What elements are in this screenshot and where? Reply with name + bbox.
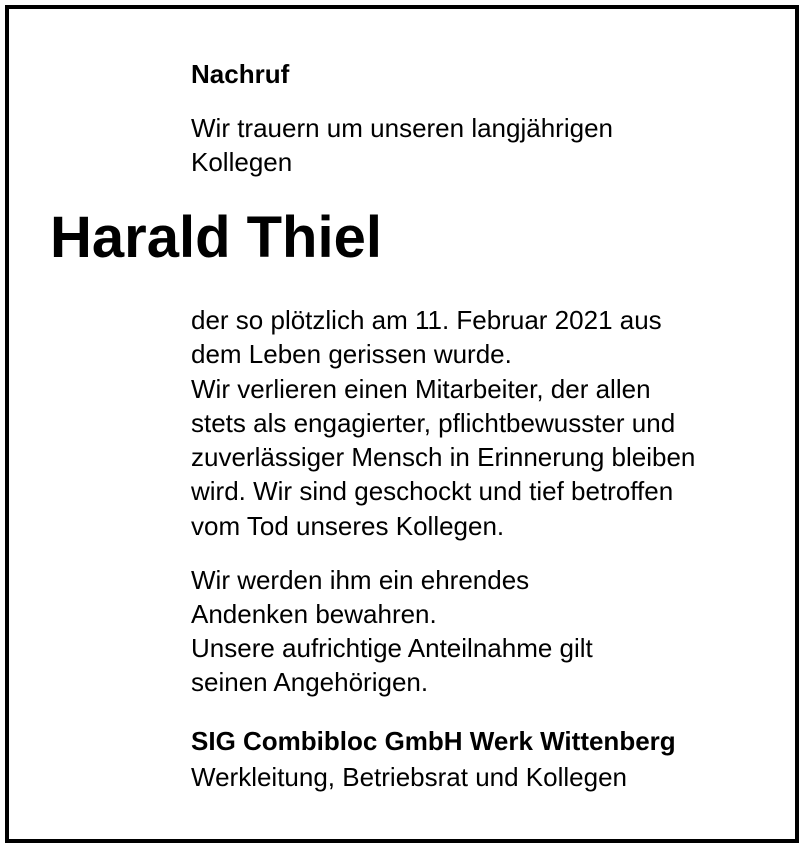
body-line: der so plötzlich am 11. Februar 2021 aus [191,305,662,335]
closing-line: Wir werden ihm ein ehrendes [191,565,530,595]
body-line: wird. Wir sind geschockt und tief betroffen [191,476,674,507]
signoff-text: Werkleitung, Betriebsrat und Kollegen [191,762,627,792]
body-line: zuverlässiger Mensch in Erinnerung bleiben [191,442,696,473]
obituary-body [191,303,695,543]
body-line: Wir verlieren einen Mitarbeiter, der allen [191,373,651,404]
deceased-name: Harald Thiel [50,205,382,270]
body-line: stets als engagierter, pflichtbewusster und [191,407,676,438]
intro-line: Kollegen [191,147,293,177]
closing-line: seinen Angehörigen. [191,667,429,697]
closing-line: Andenken bewahren. [191,599,437,629]
company-name: SIG Combibloc GmbH Werk Wittenberg [191,726,676,756]
intro-text [191,111,613,179]
closing-text [191,563,593,699]
body-line: dem Leben gerissen wurde. [191,339,512,370]
closing-line: Unsere aufrichtige Anteilnahme gilt [191,633,593,663]
obituary-heading: Nachruf [191,59,290,89]
body-line: vom Tod unseres Kollegen. [191,510,505,541]
intro-line: Wir trauern um unseren langjährigen [191,113,613,143]
